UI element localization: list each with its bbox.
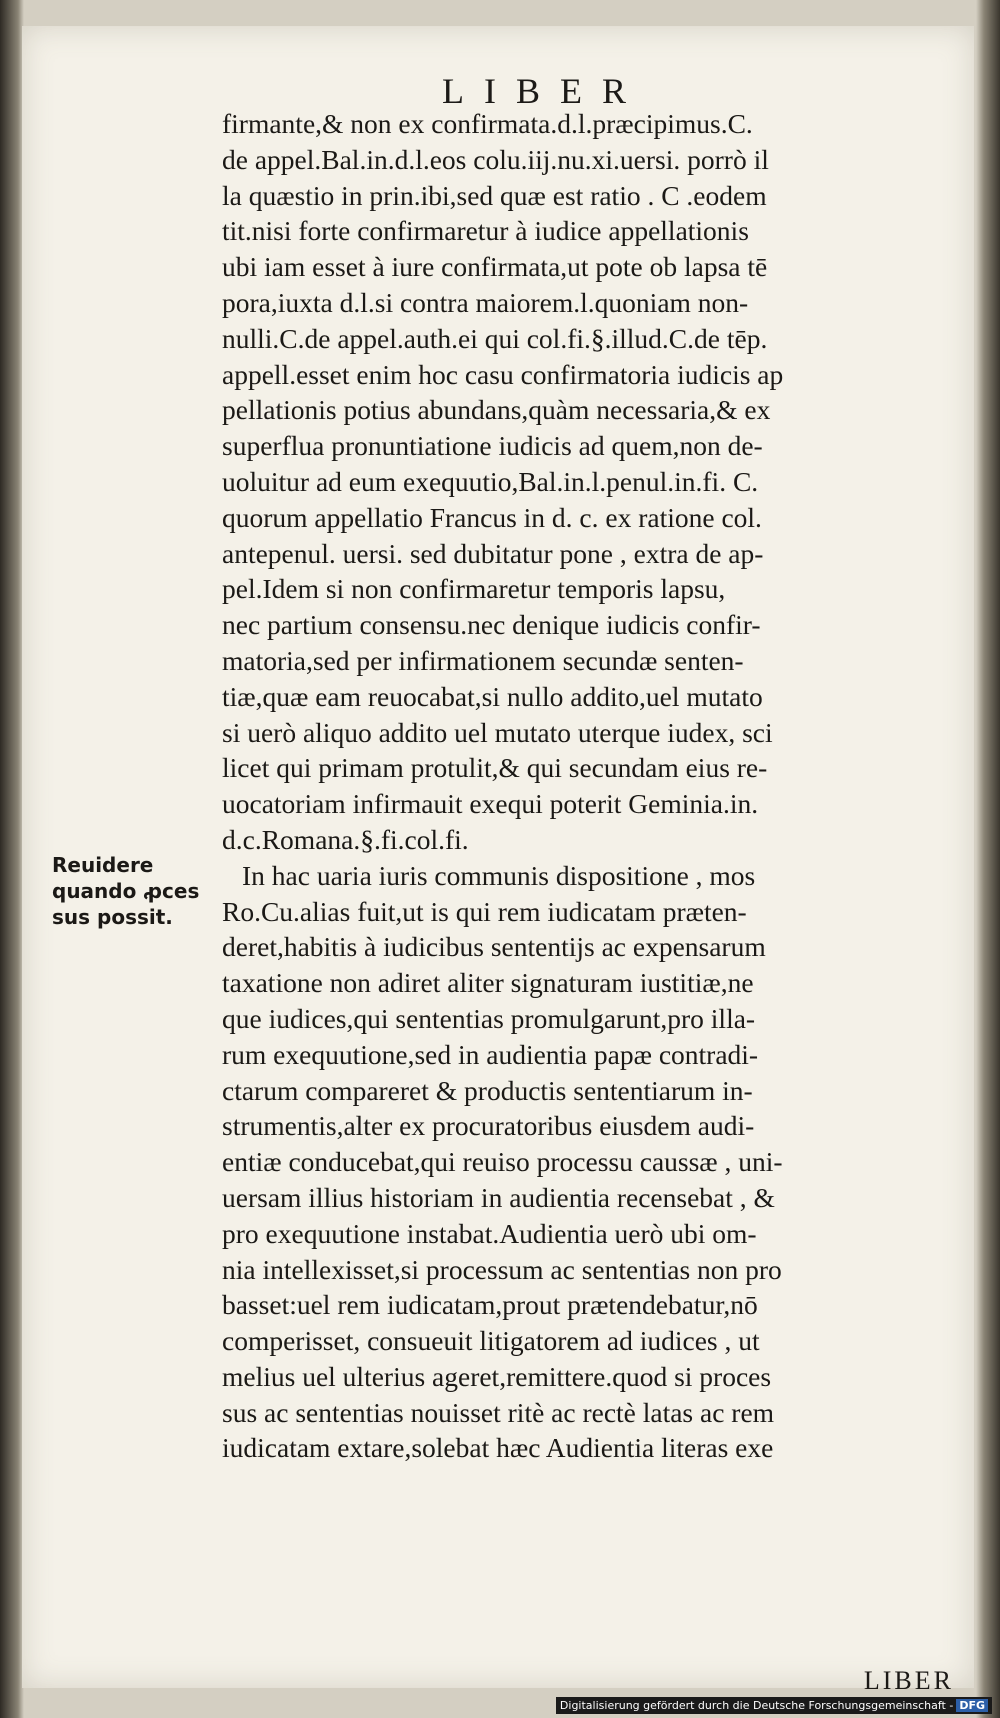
text-line: si uerò aliquo addito uel mutato uterque iudex, sci bbox=[222, 716, 773, 748]
body-text bbox=[222, 106, 922, 1466]
text-line: licet qui primam protulit,& qui secundam eius re- bbox=[222, 752, 768, 784]
paragraph-start-line: In hac uaria iuris communis dispositione , mos bbox=[242, 859, 756, 891]
marginal-note-line: sus possit. bbox=[52, 905, 173, 929]
text-line: pellationis potius abundans,quàm necessaria,& ex bbox=[222, 394, 771, 426]
text-line: quorum appellatio Francus in d. c. ex ratione col. bbox=[222, 501, 762, 533]
text-line: tiæ,quæ eam reuocabat,si nullo addito,uel mutato bbox=[222, 680, 763, 712]
running-head: LIBER bbox=[442, 71, 646, 111]
text-line: de appel.Bal.in.d.l.eos colu.iij.nu.xi.uersi. porrò il bbox=[222, 143, 769, 175]
text-line: basset:uel rem iudicatam,prout prætendebatur,nō bbox=[222, 1289, 758, 1321]
text-line: rum exequutione,sed in audientia papæ contradi- bbox=[222, 1038, 759, 1070]
text-line: deret,habitis à iudicibus sententijs ac expensarum bbox=[222, 931, 766, 963]
marginal-note-line: Reuidere bbox=[52, 853, 154, 877]
text-line: que iudices,qui sententias promulgarunt,pro illa- bbox=[222, 1002, 756, 1034]
text-line: uocatoriam infirmauit exequi poterit Geminia.in. bbox=[222, 788, 759, 820]
text-line: la quæstio in prin.ibi,sed quæ est ratio . C .eodem bbox=[222, 179, 767, 211]
text-line: appell.esset enim hoc casu confirmatoria iudicis ap bbox=[222, 358, 784, 390]
text-line: sus ac sententias nouisset ritè ac rectè latas ac rem bbox=[222, 1396, 775, 1428]
book-page bbox=[22, 26, 974, 1695]
text-line: matoria,sed per infirmationem secundæ senten- bbox=[222, 644, 744, 676]
footer-text: Digitalisierung gefördert durch die Deutsche Forschungsgemeinschaft - bbox=[559, 1699, 954, 1712]
text-line: taxatione non adiret aliter signaturam iustitiæ,ne bbox=[222, 967, 754, 999]
text-line: superflua pronuntiatione iudicis ad quem,non de- bbox=[222, 430, 763, 462]
text-line: uoluitur ad eum exequutio,Bal.in.l.penul.in.fi. C. bbox=[222, 465, 759, 497]
text-line: nec partium consensu.nec denique iudicis confir- bbox=[222, 609, 761, 641]
text-line: firmante,& non ex confirmata.d.l.præcipimus.C. bbox=[222, 108, 753, 139]
text-line: melius uel ulterius ageret,remittere.quod si proces bbox=[222, 1360, 772, 1392]
marginal-note-line: quando ꝓces bbox=[52, 879, 200, 903]
text-line: comperisset, consueuit litigatorem ad iudices , ut bbox=[222, 1325, 760, 1357]
dfg-logo-icon: DFG bbox=[956, 1699, 988, 1712]
text-line: tit.nisi forte confirmaretur à iudice appellationis bbox=[222, 215, 749, 247]
text-line: d.c.Romana.§.fi.col.fi. bbox=[222, 823, 469, 855]
marginal-note bbox=[52, 852, 212, 930]
text-line: pel.Idem si non confirmaretur temporis lapsu, bbox=[222, 573, 726, 605]
text-line: uersam illius historiam in audientia recensebat , & bbox=[222, 1181, 775, 1213]
text-line: entiæ conducebat,qui reuiso processu caussæ , uni- bbox=[222, 1146, 783, 1178]
catchword: LIBER bbox=[863, 1666, 954, 1695]
text-line: nulli.C.de appel.auth.ei qui col.fi.§.illud.C.de tēp. bbox=[222, 322, 768, 354]
text-line: pora,iuxta d.l.si contra maiorem.l.quoniam non- bbox=[222, 286, 749, 318]
text-line: ctarum compareret & productis sententiarum in- bbox=[222, 1074, 753, 1106]
text-line: strumentis,alter ex procuratoribus eiusdem audi- bbox=[222, 1110, 755, 1142]
text-line: nia intellexisset,si processum ac sententias non pro bbox=[222, 1253, 782, 1285]
digitization-footer bbox=[556, 1697, 992, 1714]
text-line: ubi iam esset à iure confirmata,ut pote ob lapsa tē bbox=[222, 251, 768, 283]
text-line: Ro.Cu.alias fuit,ut is qui rem iudicatam præten- bbox=[222, 895, 747, 927]
text-line: antepenul. uersi. sed dubitatur pone , extra de ap- bbox=[222, 537, 764, 569]
text-line: pro exequutione instabat.Audientia uerò ubi om- bbox=[222, 1217, 757, 1249]
text-line: iudicatam extare,solebat hæc Audientia literas exe bbox=[222, 1432, 774, 1464]
